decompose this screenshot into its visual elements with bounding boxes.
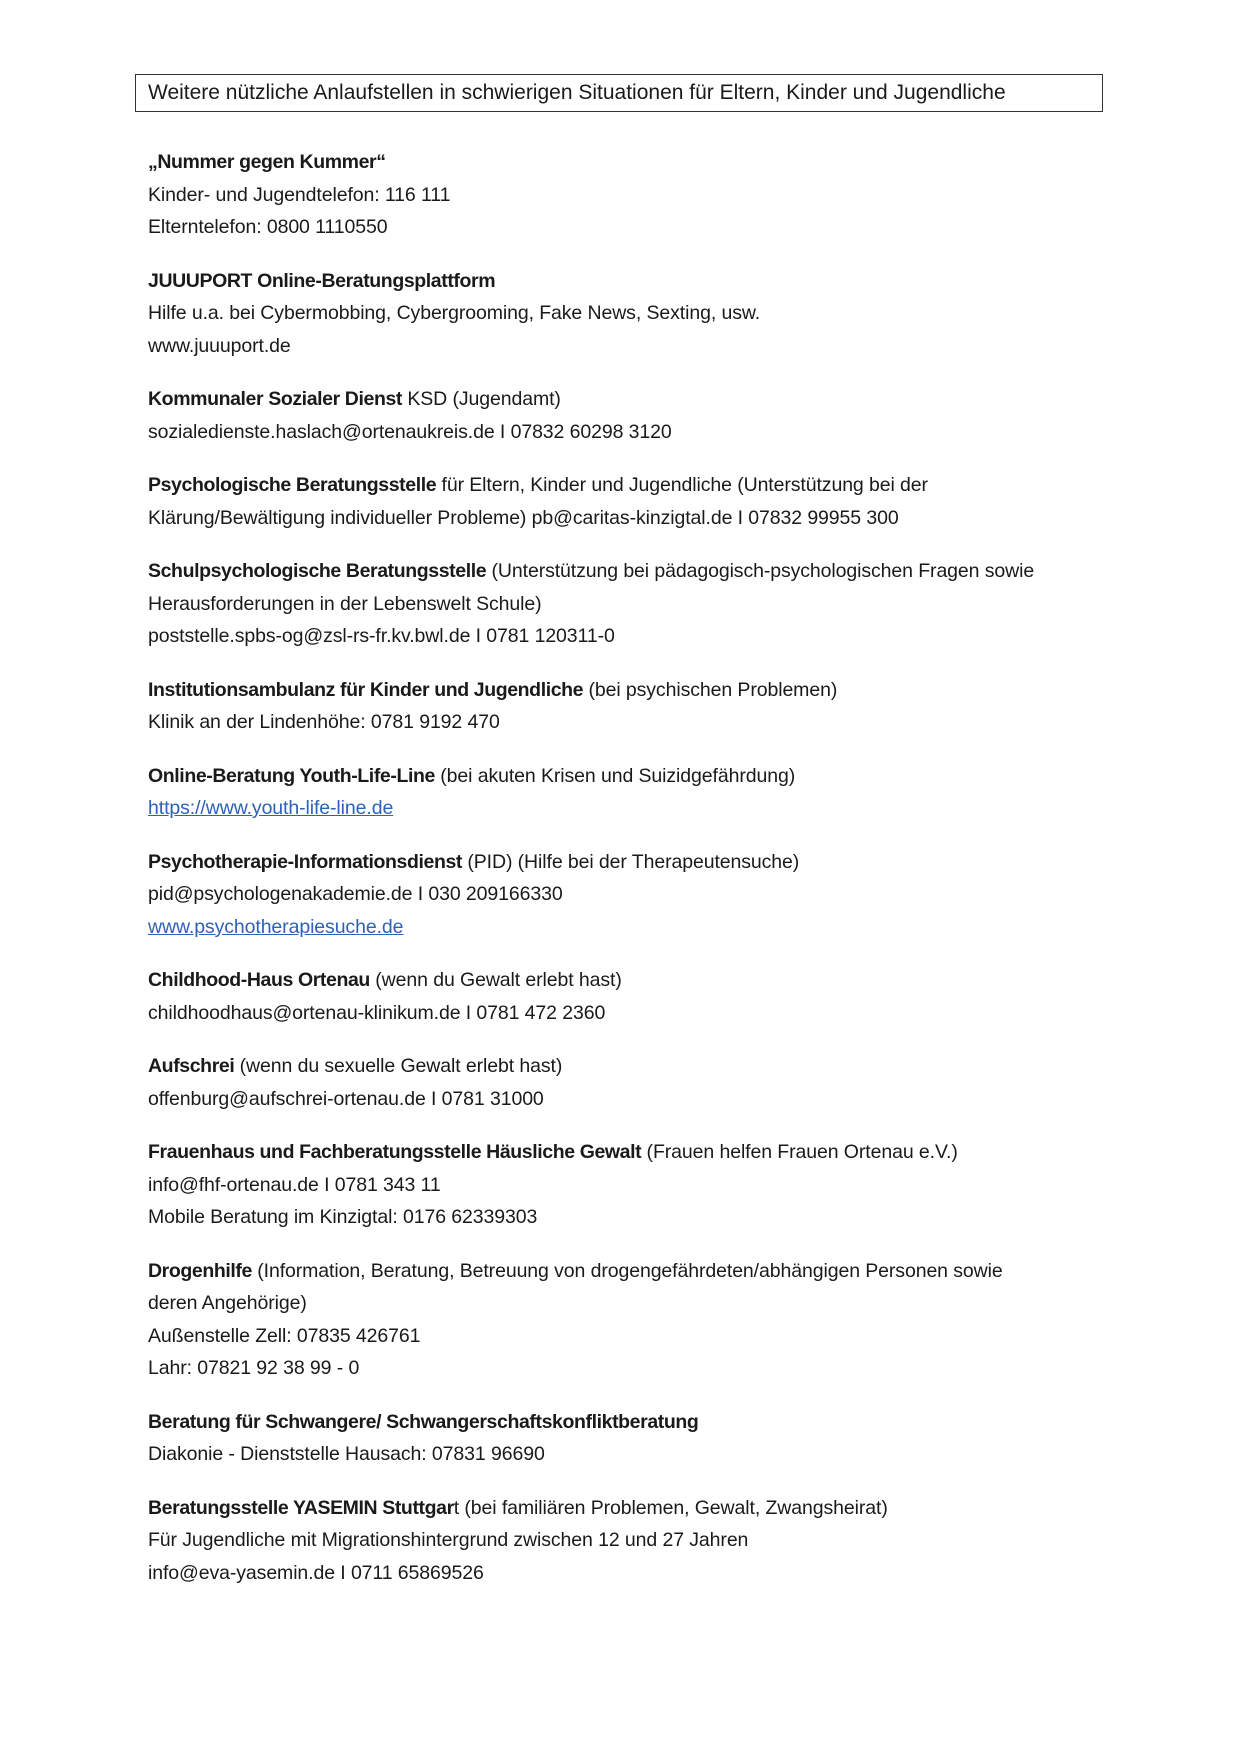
contact-detail: Diakonie - Dienststelle Hausach: 07831 96690 [148,1443,545,1465]
contact-entry [148,760,1088,825]
contact-name: Beratung für Schwangere/ Schwangerschaftskonfliktberatung [148,1410,699,1433]
contact-detail: Klärung/Bewältigung individueller Probleme) pb@caritas-kinzigtal.de I 07832 99955 300 [148,506,899,529]
contact-name: Childhood-Haus Ortenau [148,969,370,991]
contact-detail: offenburg@aufschrei-ortenau.de I 0781 31000 [148,1087,544,1110]
contact-heading-line [148,1255,1088,1288]
contact-entry [148,674,1088,739]
contact-name: „Nummer gegen Kummer“ [148,151,386,173]
contact-name: Psychotherapie-Informationsdienst [148,850,463,873]
contact-detail: Herausforderungen in der Lebenswelt Schule) [148,592,542,615]
contact-heading-line [148,964,1088,997]
contact-detail: deren Angehörige) [148,1292,307,1314]
contact-heading-line [148,265,1088,298]
contact-entry [148,1492,1088,1590]
contact-heading-line [148,383,1088,416]
contact-description: für Eltern, Kinder und Jugendliche (Unterstützung bei der [436,474,928,496]
contact-entry [148,846,1088,944]
contact-heading-line [148,674,1088,707]
contact-heading-line [148,846,1088,879]
contact-heading-line [148,1050,1088,1083]
contact-heading-line [148,555,1088,588]
contact-description: (bei psychischen Problemen) [583,678,838,701]
contact-description: (bei akuten Krisen und Suizidgefährdung) [434,764,796,787]
contact-detail: pid@psychologenakademie.de I 030 209166330 [148,883,563,905]
contact-detail: Für Jugendliche mit Migrationshintergrund zwischen 12 und 27 Jahren [148,1529,749,1551]
contact-detail: Außenstelle Zell: 07835 426761 [148,1324,421,1347]
contact-heading-line [148,1492,1088,1525]
contact-detail: Kinder- und Jugendtelefon: 116 111 [148,183,451,206]
contact-entry [148,383,1088,448]
contact-detail: info@fhf-ortenau.de I 0781 343 11 [148,1173,441,1196]
contact-detail: Hilfe u.a. bei Cybermobbing, Cybergrooming, Fake News, Sexting, usw. [148,302,761,324]
contact-detail: Klinik an der Lindenhöhe: 0781 9192 470 [148,711,500,733]
contact-detail: info@eva-yasemin.de I 0711 65869526 [148,1561,484,1584]
contact-name: Kommunaler Sozialer Dienst [148,388,403,410]
contact-description: (wenn du sexuelle Gewalt erlebt hast) [234,1055,563,1077]
contact-heading-line [148,1136,1088,1169]
contact-description: (PID) (Hilfe bei der Therapeutensuche) [462,850,800,873]
contact-heading-line [148,146,1088,179]
contact-description: (Unterstützung bei pädagogisch-psychologischen Fragen sowie [486,560,1035,582]
contact-name: Online-Beratung Youth-Life-Line [148,764,435,787]
contact-detail: poststelle.spbs-og@zsl-rs-fr.kv.bwl.de I 0781 120311-0 [148,625,615,647]
contact-name: Institutionsambulanz für Kinder und Jugendliche [148,678,584,701]
contact-list [148,146,1088,1610]
contact-heading-line [148,760,1088,793]
contact-entry [148,469,1088,534]
contact-description: KSD (Jugendamt) [402,388,561,410]
contact-name: Frauenhaus und Fachberatungsstelle Häusliche Gewalt [148,1141,642,1163]
contact-entry [148,1406,1088,1471]
contact-entry [148,964,1088,1029]
contact-name: Beratungsstelle YASEMIN Stuttgar [148,1496,454,1519]
contact-heading-line [148,1406,1088,1439]
contact-description: t (bei familiären Problemen, Gewalt, Zwangsheirat) [453,1496,888,1519]
contact-detail: Mobile Beratung im Kinzigtal: 0176 62339303 [148,1206,538,1228]
contact-heading-line [148,469,1088,502]
contact-entry [148,1050,1088,1115]
website-link[interactable]: www.psychotherapiesuche.de [148,915,404,938]
contact-description: (Frauen helfen Frauen Ortenau e.V.) [641,1141,958,1163]
contact-entry [148,146,1088,244]
page-title: Weitere nützliche Anlaufstellen in schwierigen Situationen für Eltern, Kinder und Jugendliche [135,74,1103,112]
contact-name: Drogenhilfe [148,1259,252,1282]
contact-description: (wenn du Gewalt erlebt hast) [369,969,622,991]
contact-entry [148,265,1088,363]
contact-link-line [148,911,1088,944]
contact-link-line [148,792,1088,825]
contact-name: Psychologische Beratungsstelle [148,474,437,496]
contact-entry [148,555,1088,653]
contact-detail: Elterntelefon: 0800 1110550 [148,216,388,238]
contact-name: JUUUPORT Online-Beratungsplattform [148,269,496,292]
contact-name: Schulpsychologische Beratungsstelle [148,560,487,582]
website-link[interactable]: https://www.youth-life-line.de [148,797,394,819]
contact-detail: www.juuuport.de [148,334,291,357]
contact-entry [148,1255,1088,1385]
contact-detail: childhoodhaus@ortenau-klinikum.de I 0781 472 2360 [148,1001,606,1024]
contact-name: Aufschrei [148,1055,235,1077]
contact-description: (Information, Beratung, Betreuung von drogengefährdeten/abhängigen Personen sowie [251,1259,1003,1282]
contact-detail: Lahr: 07821 92 38 99 - 0 [148,1357,360,1379]
contact-entry [148,1136,1088,1234]
contact-detail: sozialedienste.haslach@ortenaukreis.de I 07832 60298 3120 [148,420,672,443]
